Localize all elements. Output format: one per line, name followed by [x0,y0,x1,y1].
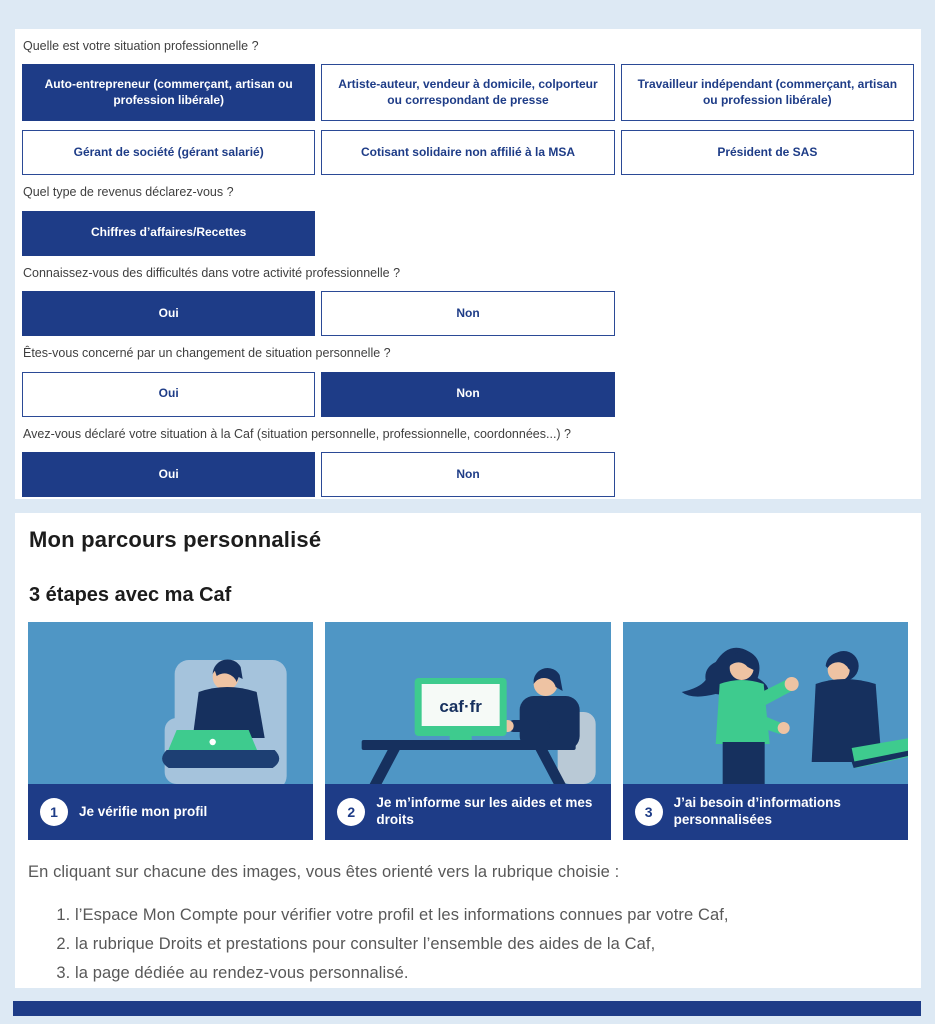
intro-paragraph: En cliquant sur chacune des images, vous êtes orienté vers la rubrique choisie : [28,863,620,881]
option-button[interactable]: Non [321,291,614,336]
options-grid [22,372,914,417]
step-label: J’ai besoin d’informations personnalisées [673,795,841,827]
parcours-panel [15,513,921,988]
list-item: 1. l’Espace Mon Compte pour vérifier votre profil et les informations connues par votre Caf, [75,906,908,925]
options-grid [22,64,914,175]
step-strip [325,784,610,840]
options-grid [22,291,914,336]
question-label: Quelle est votre situation professionnelle ? [23,39,259,53]
options-grid [22,452,914,497]
option-button[interactable]: Oui [22,452,315,497]
footer-bar [13,1001,921,1016]
option-button[interactable]: Cotisant solidaire non affilié à la MSA [321,130,614,175]
step-number-badge: 1 [40,798,68,826]
person-desktop-illustration [325,622,610,784]
question-label: Quel type de revenus déclarez-vous ? [23,185,234,200]
step-strip [28,784,313,840]
two-people-illustration [623,622,908,784]
person-laptop-illustration [28,622,313,784]
step-card[interactable] [623,622,908,840]
option-button[interactable]: Non [321,372,614,417]
svg-text:caf·fr: caf·fr [439,697,483,716]
option-button[interactable]: Chiffres d’affaires/Recettes [22,211,315,256]
step-card[interactable] [325,622,610,840]
option-button[interactable]: Auto-entrepreneur (commerçant, artisan ou profession libérale) [22,64,315,121]
question-block [22,185,914,255]
question-block [22,266,914,336]
option-button[interactable]: Artiste-auteur, vendeur à domicile, colporteur ou correspondant de presse [321,64,614,121]
list-item: 2. la rubrique Droits et prestations pour consulter l’ensemble des aides de la Caf, [75,935,908,954]
list-item: 3. la page dédiée au rendez-vous personnalisé. [75,964,908,983]
question-block [22,346,914,416]
option-button[interactable]: Gérant de société (gérant salarié) [22,130,315,175]
question-block [22,39,914,175]
step-number-badge: 3 [635,798,663,826]
question-label: Connaissez-vous des difficultés dans votre activité professionnelle ? [23,265,401,280]
rubriques-list [28,906,908,983]
question-label: Êtes-vous concerné par un changement de situation personnelle ? [23,346,391,361]
etapes-subtitle: 3 étapes avec ma Caf [29,584,232,606]
option-button[interactable]: Non [321,452,614,497]
option-button[interactable]: Oui [22,291,315,336]
step-number-badge: 2 [337,798,365,826]
questionnaire-panel [15,29,921,499]
question-label: Avez-vous déclaré votre situation à la Caf (situation personnelle, professionnelle, coordonnées...) ? [23,426,571,441]
option-button[interactable]: Président de SAS [621,130,914,175]
step-strip [623,784,908,840]
step-label: Je vérifie mon profil [79,803,208,819]
parcours-title: Mon parcours personnalisé [29,527,322,552]
step-cards [28,622,908,840]
question-block [22,427,914,497]
option-button[interactable]: Travailleur indépendant (commerçant, artisan ou profession libérale) [621,64,914,121]
options-grid [22,211,914,256]
option-button[interactable]: Oui [22,372,315,417]
step-label: Je m’informe sur les aides et mes droits [376,795,593,827]
step-card[interactable] [28,622,313,840]
